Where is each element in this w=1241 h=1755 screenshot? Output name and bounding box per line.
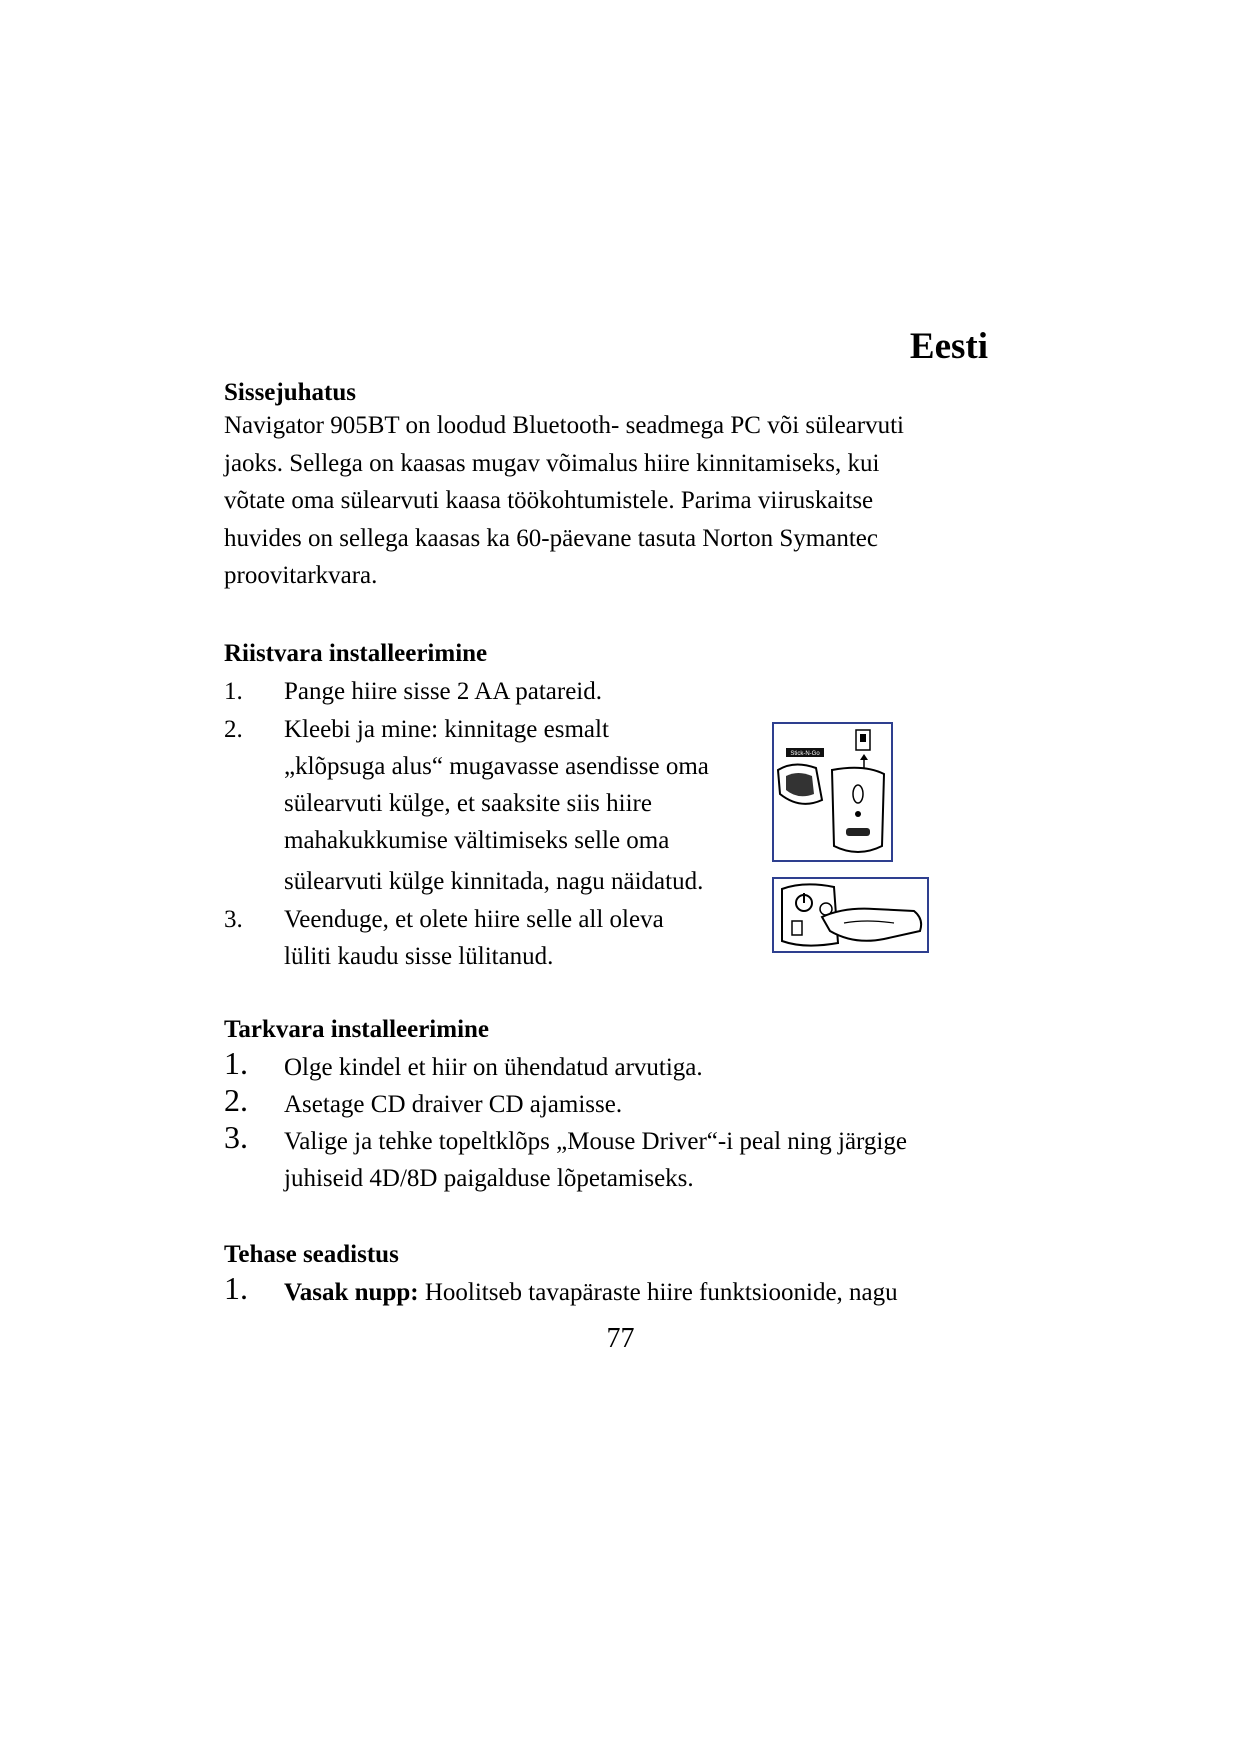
hardware-item-number: 2. <box>224 716 243 743</box>
hardware-item-text: „klõpsuga alus“ mugavasse asendisse oma <box>284 753 709 780</box>
intro-line: huvides on sellega kaasas ka 60-päevane tasuta Norton Symantec <box>224 524 878 552</box>
switch-illustration-svg <box>774 879 927 951</box>
power-switch-figure <box>772 877 929 953</box>
hardware-item-text: sülearvuti külge kinnitada, nagu näidatud. <box>284 868 704 895</box>
factory-item-description: Hoolitseb tavapäraste hiire funktsioonide, nagu <box>418 1279 898 1306</box>
software-item-number: 1. <box>224 1045 248 1081</box>
intro-paragraph <box>224 407 904 595</box>
software-item-number: 2. <box>224 1082 248 1118</box>
software-item-text: Olge kindel et hiir on ühendatud arvutiga. <box>284 1054 703 1081</box>
hardware-item-text: sülearvuti külge, et saaksite siis hiire <box>284 790 652 817</box>
intro-line: jaoks. Sellega on kaasas mugav võimalus hiire kinnitamiseks, kui <box>224 449 880 477</box>
factory-item-number: 1. <box>224 1270 248 1306</box>
hardware-heading: Riistvara installeerimine <box>224 640 488 667</box>
software-item-text: Asetage CD draiver CD ajamisse. <box>284 1091 623 1118</box>
software-item-number: 3. <box>224 1119 248 1155</box>
intro-line: Navigator 905BT on loodud Bluetooth- seadmega PC või sülearvuti <box>224 412 905 439</box>
click-base-inner-icon <box>786 773 814 796</box>
hardware-item-text: Veenduge, et olete hiire selle all oleva <box>284 906 664 933</box>
hardware-item-text: lüliti kaudu sisse lülitanud. <box>284 943 554 970</box>
stick-n-go-label: Stick-N-Go <box>790 751 820 757</box>
software-item-text: Valige ja tehke topeltklõps „Mouse Driver“-i peal ning järgige <box>284 1128 907 1155</box>
arrow-head-icon <box>860 754 868 760</box>
factory-heading: Tehase seadistus <box>224 1241 399 1268</box>
mouse-body-icon <box>832 768 884 852</box>
mouse-stick-n-go-figure <box>772 722 893 862</box>
hardware-item-number: 3. <box>224 906 243 933</box>
mouse-illustration-svg <box>774 724 891 860</box>
intro-line: võtate oma sülearvuti kaasa töökohtumistele. Parima viiruskaitse <box>224 487 874 514</box>
battery-cover-icon <box>846 828 870 836</box>
hardware-item-text: mahakukkumise vältimiseks selle oma <box>284 827 670 854</box>
hardware-item-text: Kleebi ja mine: kinnitage esmalt <box>284 716 609 743</box>
software-item-text: juhiseid 4D/8D paigalduse lõpetamiseks. <box>284 1165 694 1192</box>
sensor-icon <box>855 811 861 817</box>
factory-item-text <box>284 1280 898 1305</box>
switch-knob-icon <box>860 734 866 742</box>
intro-heading: Sissejuhatus <box>224 379 356 406</box>
software-heading: Tarkvara installeerimine <box>224 1016 490 1043</box>
hardware-item-number: 1. <box>224 678 243 705</box>
page-language-title: Eesti <box>909 326 988 367</box>
intro-line: proovitarkvara. <box>224 562 378 589</box>
factory-item-label: Vasak nupp: <box>284 1279 419 1306</box>
hardware-item-text: Pange hiire sisse 2 AA patareid. <box>284 678 602 705</box>
page-number: 77 <box>606 1323 635 1354</box>
